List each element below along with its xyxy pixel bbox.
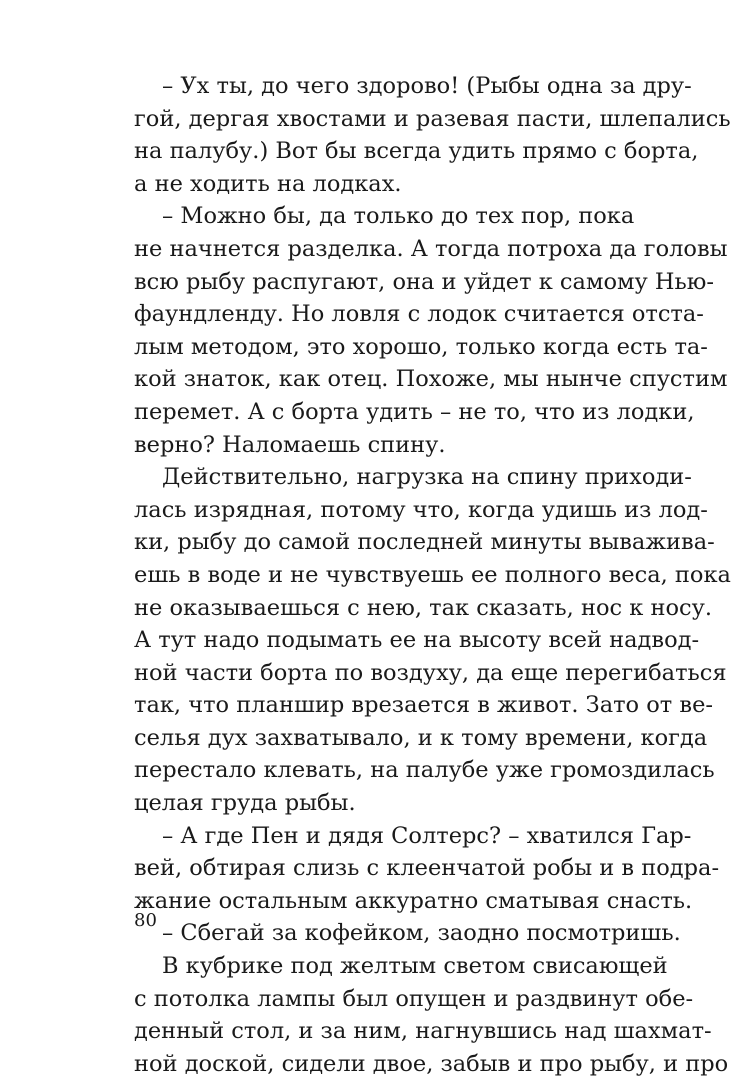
text-line: В кубрике под желтым светом свисающей (162, 953, 668, 980)
text-line: перемет. А с борта удить – не то, что из лодки, (134, 398, 695, 425)
text-line: целая груда рыбы. (134, 790, 356, 817)
text-line: лась изрядная, потому что, когда удишь из лод- (134, 496, 708, 523)
text-line: Действительно, нагрузка на спину приходи- (162, 464, 692, 491)
text-line: кой знаток, как отец. Похоже, мы нынче спустим (134, 366, 728, 393)
text-line: ешь в воде и не чувствуешь ее полного веса, пока (134, 561, 731, 588)
body-text (134, 70, 731, 1080)
page-number: 80 (134, 910, 157, 931)
text-line: перестало клевать, на палубе уже громоздилась (134, 757, 715, 784)
text-line: ной части борта по воздуху, да еще перегибаться (134, 659, 727, 686)
text-line: с потолка лампы был опущен и раздвинут обе- (134, 985, 694, 1012)
paragraph-1 (134, 70, 731, 200)
text-line: – Ух ты, до чего здорово! (Рыбы одна за дру- (162, 73, 692, 99)
text-line: ной доской, сидели двое, забыв и про рыбу, и про (134, 1050, 729, 1077)
text-line: не начнется разделка. А тогда потроха да головы (134, 235, 728, 262)
paragraph-6 (134, 950, 729, 1080)
paragraph-5 (134, 917, 681, 950)
text-line: денный стол, и за ним, нагнувшись над шахмат- (134, 1018, 712, 1045)
text-line: А тут надо подымать ее на высоту всей надвод- (134, 627, 700, 654)
text-line: гой, дергая хвостами и разевая пасти, шлепались (134, 105, 731, 132)
text-line: жание остальным аккуратно сматывая снасть. (134, 887, 693, 914)
text-line: ки, рыбу до самой последней минуты выважива- (134, 529, 715, 556)
text-line: так, что планшир врезается в живот. Зато от ве- (134, 692, 713, 719)
text-line: на палубу.) Вот бы всегда удить прямо с борта, (134, 138, 699, 165)
text-line: всю рыбу распугают, она и уйдет к самому Нью- (134, 268, 714, 295)
text-line: не оказываешься с нею, так сказать, нос к носу. (134, 594, 713, 621)
text-line: лым методом, это хорошо, только когда есть та- (134, 333, 708, 360)
text-line: а не ходить на лодках. (134, 170, 402, 197)
paragraph-4 (134, 820, 720, 918)
text-line: верно? Наломаешь спину. (134, 431, 446, 458)
text-line: фаундленду. Но ловля с лодок считается отста- (134, 301, 704, 328)
text-line: – А где Пен и дядя Солтерс? – хватился Гар- (162, 822, 692, 849)
text-line: – Сбегай за кофейком, заодно посмотришь. (162, 920, 681, 947)
text-line: – Можно бы, да только до тех пор, пока (162, 203, 635, 230)
text-line: вей, обтирая слизь с клеенчатой робы и в подра- (134, 855, 720, 882)
paragraph-2 (134, 200, 728, 461)
text-line: селья дух захватывало, и к тому времени, когда (134, 724, 708, 751)
paragraph-3 (134, 461, 731, 820)
